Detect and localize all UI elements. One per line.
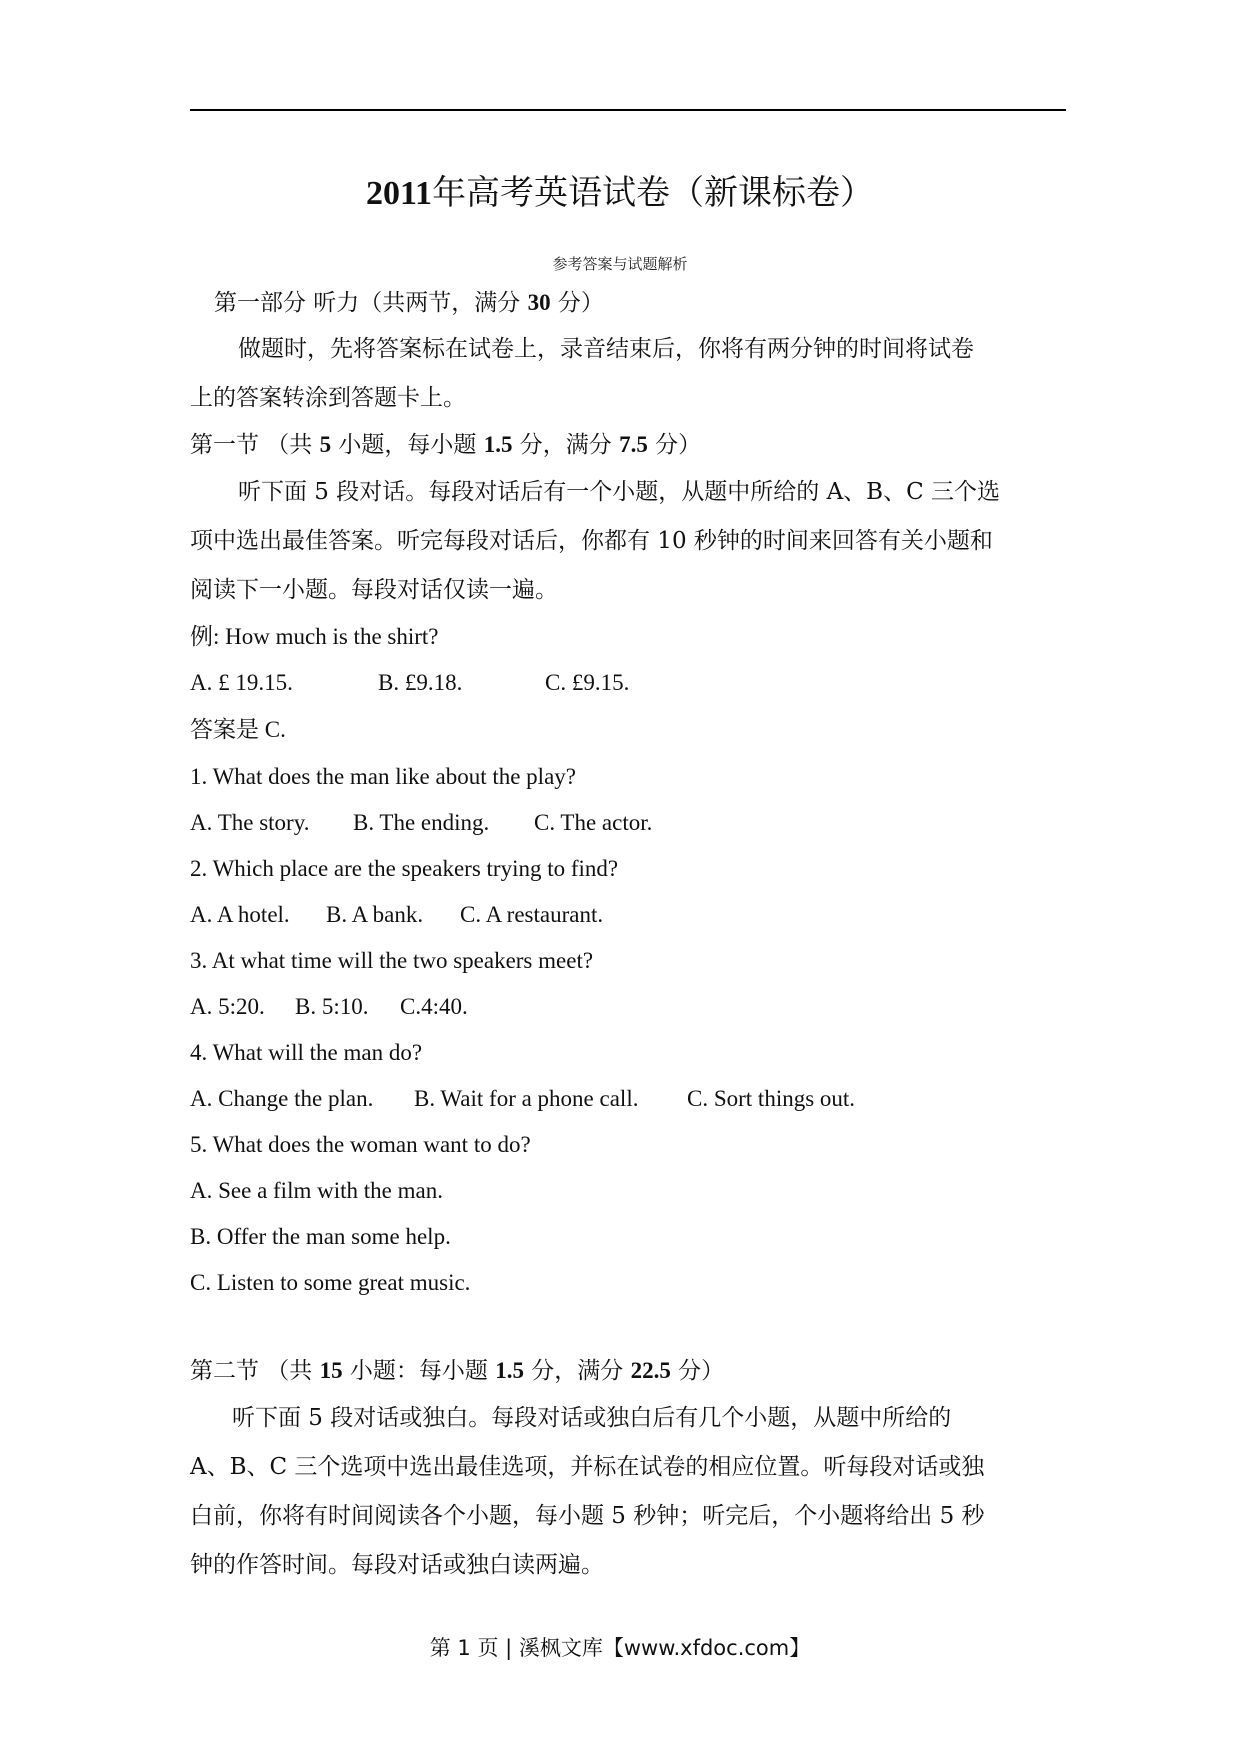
page-footer: 第 1 页 | 溪枫文库【www.xfdoc.com】: [429, 1636, 811, 1660]
question-3: 3. At what time will the two speakers meet?: [190, 948, 594, 973]
question-1: 1. What does the man like about the play?: [190, 764, 576, 789]
title-text: 年高考英语试卷（新课标卷）: [432, 173, 875, 213]
subtitle: 参考答案与试题解析: [552, 255, 688, 273]
q1-option-a: A. The story.: [190, 810, 310, 835]
section2-intro-line-2: A、B、C 三个选项中选出最佳选项，并标在试卷的相应位置。听每段对话或独: [190, 1454, 985, 1480]
q2-option-b: B. A bank.: [326, 902, 424, 927]
question-3-options: [190, 992, 468, 1022]
q3-option-b: B. 5:10.: [295, 994, 369, 1019]
section1-heading: 第一节 （共 5 小题，每小题 1.5 分，满分 7.5 分）: [190, 432, 702, 458]
q4-option-a: A. Change the plan.: [190, 1086, 374, 1111]
q5-option-a: A. See a film with the man.: [190, 1178, 443, 1203]
intro-line-1: 做题时，先将答案标在试卷上，录音结束后，你将有两分钟的时间将试卷: [238, 336, 974, 362]
question-4-options: [190, 1084, 855, 1114]
question-1-options: [190, 808, 652, 838]
title-year: 2011: [365, 175, 433, 212]
q3-option-a: A. 5:20.: [190, 994, 265, 1019]
section1-intro-line-3: 阅读下一小题。每段对话仅读一遍。: [190, 577, 558, 603]
section1-intro-line-2: 项中选出最佳答案。听完每段对话后，你都有 10 秒钟的时间来回答有关小题和: [190, 528, 993, 554]
question-2-options: [190, 900, 603, 930]
section2-intro-line-3: 白前，你将有时间阅读各个小题，每小题 5 秒钟；听完后，个小题将给出 5 秒: [190, 1503, 985, 1529]
header-rule: [190, 109, 1066, 111]
example-option-c: C. £9.15.: [545, 670, 630, 695]
example-option-b: B. £9.18.: [378, 670, 463, 695]
example-options: [190, 668, 629, 698]
q4-option-b: B. Wait for a phone call.: [414, 1086, 639, 1111]
example-answer: 答案是 C.: [190, 717, 286, 742]
q1-option-b: B. The ending.: [353, 810, 490, 835]
question-5: 5. What does the woman want to do?: [190, 1132, 531, 1157]
intro-line-2: 上的答案转涂到答题卡上。: [190, 385, 466, 411]
section2-intro-line-4: 钟的作答时间。每段对话或独白读两遍。: [190, 1552, 604, 1578]
q2-option-c: C. A restaurant.: [460, 902, 604, 927]
part1-heading: 第一部分 听力（共两节，满分 30 分）: [214, 290, 604, 316]
q4-option-c: C. Sort things out.: [687, 1086, 856, 1111]
example-option-a: A. £ 19.15.: [190, 670, 293, 695]
question-4: 4. What will the man do?: [190, 1040, 423, 1065]
page-title: [0, 170, 1240, 217]
q5-option-b: B. Offer the man some help.: [190, 1224, 451, 1249]
q5-option-c: C. Listen to some great music.: [190, 1270, 471, 1295]
section1-intro-line-1: 听下面 5 段对话。每段对话后有一个小题，从题中所给的 A、B、C 三个选: [238, 479, 1000, 505]
example-question: 例: How much is the shirt?: [190, 624, 439, 649]
question-2: 2. Which place are the speakers trying to find?: [190, 856, 619, 881]
section2-heading: 第二节 （共 15 小题：每小题 1.5 分，满分 22.5 分）: [190, 1358, 725, 1384]
q1-option-c: C. The actor.: [534, 810, 653, 835]
q2-option-a: A. A hotel.: [190, 902, 290, 927]
section2-intro-line-1: 听下面 5 段对话或独白。每段对话或独白后有几个小题，从题中所给的: [232, 1405, 952, 1431]
q3-option-c: C.4:40.: [400, 994, 468, 1019]
